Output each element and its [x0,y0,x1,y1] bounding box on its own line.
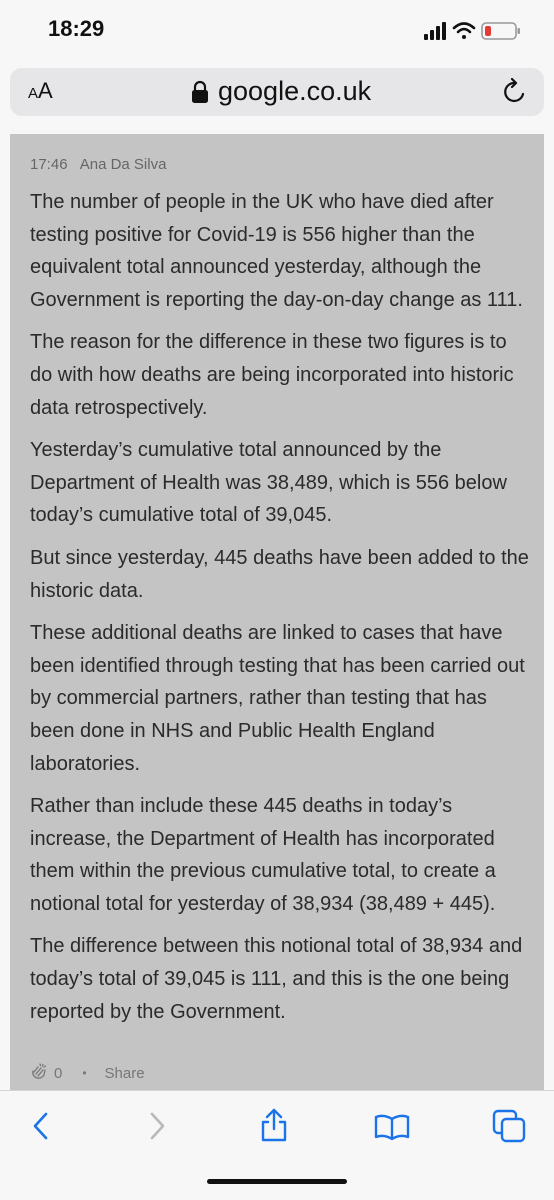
post-paragraph: Rather than include these 445 deaths in today’s increase, the Department of Health has incorporated them within the previous cumulative total, to create a notional total for yesterday of 38,934 (38,489 + 445). [30,795,496,915]
aa-small-label: A [28,85,39,102]
forward-icon[interactable] [146,1111,168,1146]
status-icons [424,20,524,42]
post-meta [30,156,166,173]
share-link[interactable]: Share [104,1064,145,1082]
reader-text-size-button[interactable] [28,78,53,104]
footer-separator: • [82,1066,87,1080]
post-time: 17:46 [30,156,68,173]
battery-icon [482,23,520,39]
status-time: 18:29 [48,16,105,41]
cellular-signal-icon [424,22,446,40]
reload-icon[interactable] [502,78,528,111]
bookmarks-icon[interactable] [374,1113,410,1146]
home-indicator[interactable] [207,1179,347,1184]
browser-toolbar [0,1090,554,1200]
share-icon[interactable] [258,1107,290,1148]
aa-large-label: A [38,78,53,103]
post-paragraph: The difference between this notional total of 38,934 and today’s total of 39,045 is 111, and this is the one being reported by the Government. [30,935,523,1023]
lock-icon [190,80,210,109]
clap-icon[interactable] [30,1062,48,1084]
post-paragraph: The reason for the difference in these two figures is to do with how deaths are being incorporated into historic data retrospectively. [30,331,514,419]
status-bar [0,0,554,64]
back-icon[interactable] [30,1111,52,1146]
post-paragraph: Yesterday’s cumulative total announced by the Department of Health was 38,489, which is 556 below today’s cumulative total of 39,045. [30,439,507,527]
post-paragraph: The number of people in the UK who have died after testing positive for Covid-19 is 556 higher than the equivalent total announced yesterday, although the Government is reporting the day-on-day change as 111. [30,191,523,311]
post-paragraph: But since yesterday, 445 deaths have been added to the historic data. [30,546,529,602]
live-blog-post [10,134,544,1090]
tabs-icon[interactable] [492,1109,526,1148]
post-body [30,186,530,1038]
post-paragraph: These additional deaths are linked to cases that have been identified through testing that has been carried out by commercial partners, rather than testing that has been done in NHS and Public Health England laboratories. [30,622,525,775]
clap-count: 0 [54,1064,63,1082]
address-bar[interactable] [10,68,544,116]
post-author: Ana Da Silva [79,156,167,173]
post-footer [30,1062,145,1084]
wifi-icon [454,24,474,40]
url-text[interactable]: google.co.uk [218,76,372,106]
